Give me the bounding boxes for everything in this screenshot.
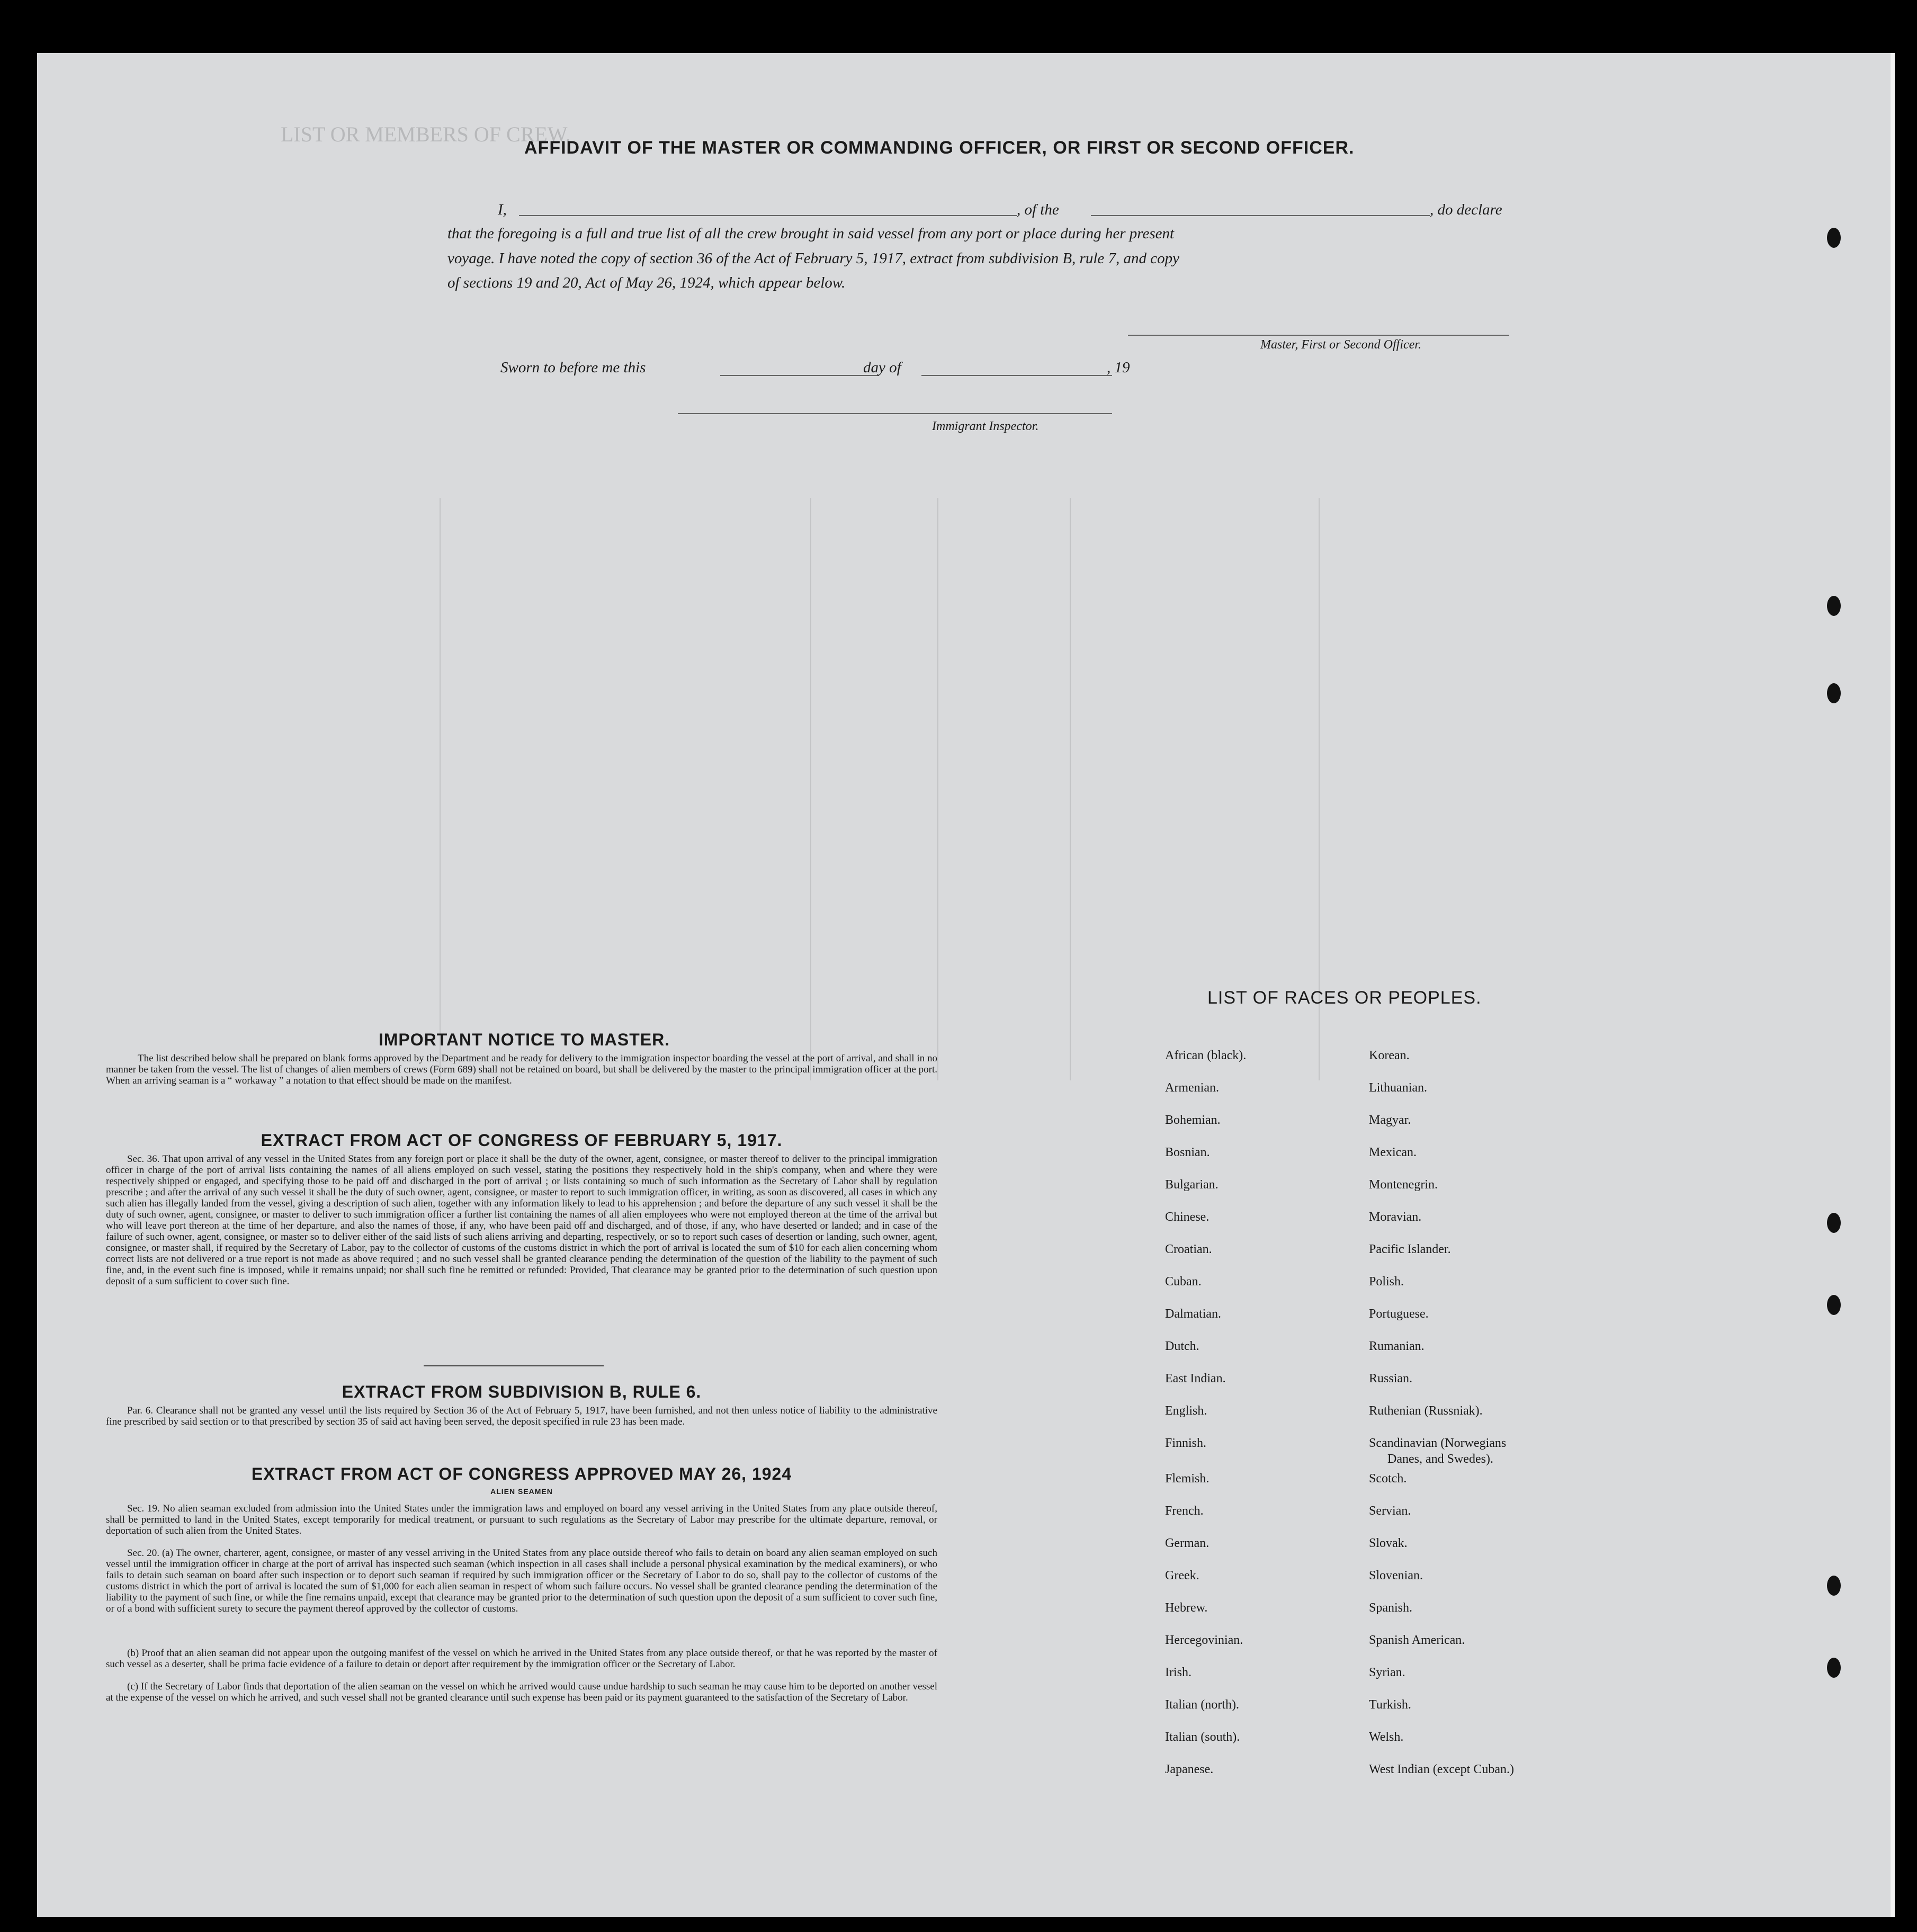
race-item: Greek. — [1165, 1569, 1199, 1582]
race-item: Bulgarian. — [1165, 1178, 1219, 1192]
race-item: Lithuanian. — [1369, 1081, 1427, 1095]
race-item: Spanish American. — [1369, 1633, 1465, 1647]
race-item: West Indian (except Cuban.) — [1369, 1763, 1514, 1776]
race-item: Croatian. — [1165, 1242, 1212, 1256]
race-item: Turkish. — [1369, 1698, 1411, 1712]
race-item: Slovenian. — [1369, 1569, 1423, 1582]
bleed-through-rule — [440, 498, 441, 1080]
race-item: East Indian. — [1165, 1372, 1226, 1385]
race-item: Portuguese. — [1369, 1307, 1429, 1321]
bleed-through-rule — [810, 498, 811, 1080]
affidavit-line-2: that the foregoing is a full and true list of all the crew brought in said vessel from any port or place during her present — [447, 225, 1175, 242]
race-item: French. — [1165, 1504, 1204, 1518]
race-item: Flemish. — [1165, 1472, 1210, 1486]
bleed-through-rule — [1070, 498, 1071, 1080]
race-item: Pacific Islander. — [1369, 1242, 1451, 1256]
extract-1924-subtitle: ALIEN SEAMEN — [490, 1487, 553, 1496]
race-item: Finnish. — [1165, 1436, 1207, 1450]
race-item: Servian. — [1369, 1504, 1411, 1518]
race-item: Russian. — [1369, 1372, 1413, 1385]
vessel-blank — [1091, 215, 1430, 216]
extract-1917-title: EXTRACT FROM ACT OF CONGRESS OF FEBRUARY 5, 1917. — [261, 1131, 783, 1150]
bleed-through-mark: LIST OR MEMBERS OF CREW. — [281, 122, 571, 146]
affidavit-title: AFFIDAVIT OF THE MASTER OR COMMANDING OFFICER, OR FIRST OR SECOND OFFICER. — [524, 138, 1355, 158]
affidavit-line-3: voyage. I have noted the copy of section 36 of the Act of February 5, 1917, extract from subdivision B, rule 7, and copy — [447, 250, 1180, 267]
inspector-label: Immigrant Inspector. — [932, 419, 1039, 433]
race-item: Bohemian. — [1165, 1113, 1221, 1127]
punch-hole-icon — [1827, 228, 1841, 248]
affidavit-line-4: of sections 19 and 20, Act of May 26, 1924, which appear below. — [447, 274, 846, 291]
year-label: , 19 — [1107, 359, 1130, 376]
inspector-line — [678, 413, 1112, 414]
race-item: Spanish. — [1369, 1601, 1413, 1615]
punch-hole-icon — [1827, 1295, 1841, 1315]
month-blank — [921, 375, 1112, 376]
race-item: Magyar. — [1369, 1113, 1411, 1127]
punch-hole-icon — [1827, 1576, 1841, 1596]
punch-hole-icon — [1827, 1658, 1841, 1678]
notice-body: The list described below shall be prepared on blank forms approved by the Department and be ready for delivery to the immigration inspector boarding the vessel at the port of arrival, and shall in no manner be taken from the vessel. The list of changes of alien members of crews (Form 689) shall not be retained on board, but shall be delivered by the master to the principal immigration officer at the port. When an arriving seaman is a “ workaway ” a notation to that effect should be made on the manifest. — [106, 1053, 937, 1086]
race-item: Scotch. — [1369, 1472, 1407, 1486]
bleed-through-rule — [937, 498, 938, 1080]
sec-20c-text: (c) If the Secretary of Labor finds that deportation of the alien seaman on the vessel on which he arrived would cause undue hardship to such seaman he may cause him to be deported on another vessel at the expense of the vessel on which he arrived, and such vessel shall not be granted clearance until such expense has been paid or its payment guaranteed to the satisfaction of the Secretary of Labor. — [106, 1681, 937, 1703]
race-item: Japanese. — [1165, 1763, 1214, 1776]
race-item: African (black). — [1165, 1049, 1247, 1062]
race-item: Italian (south). — [1165, 1730, 1240, 1744]
affidavit-i-label: I, — [498, 201, 507, 218]
race-item: Korean. — [1369, 1049, 1410, 1062]
affidavit-of-the: , of the — [1017, 201, 1059, 218]
race-item: Irish. — [1165, 1666, 1192, 1679]
rule-6-title: EXTRACT FROM SUBDIVISION B, RULE 6. — [342, 1382, 702, 1401]
form-sheet — [37, 53, 1895, 1917]
punch-hole-icon — [1827, 596, 1841, 616]
punch-hole-icon — [1827, 1213, 1841, 1233]
race-item: Scandinavian (Norwegians — [1369, 1436, 1507, 1450]
race-item: Cuban. — [1165, 1275, 1202, 1289]
affidavit-do-declare: , do declare — [1430, 201, 1502, 218]
day-of-label: day of — [863, 359, 901, 376]
name-blank — [519, 215, 1017, 216]
race-item: Polish. — [1369, 1275, 1404, 1289]
race-item: Mexican. — [1369, 1146, 1417, 1159]
signature-label: Master, First or Second Officer. — [1260, 338, 1421, 352]
race-item: German. — [1165, 1536, 1210, 1550]
sec-20a-text: Sec. 20. (a) The owner, charterer, agent, consignee, or master of any vessel arriving in the United States from any place outside thereof who fails to detain on board any alien seaman employed on such vessel until the immigration officer in charge at the port of arrival has inspected such seaman (which inspection in all cases shall include a personal physical examination by the medical examiners), or who fails to detain such seaman on board after such inspection or to deport such seaman if required by such immigration officer or the Secretary of Labor to do so, shall pay to the collector of customs of the customs district in which the port of arrival is located the sum of $1,000 for each alien seaman in respect of whom such failure occurs. No vessel shall be granted clearance pending the determination of the liability to the payment of such fine, or while the fine remains unpaid, except that clearance may be granted prior to the determination of such question upon the deposit of a sum sufficient to cover such fine, or of a bond with sufficient surety to secure the payment thereof approved by the collector of customs. — [106, 1548, 937, 1614]
punch-hole-icon — [1827, 683, 1841, 703]
notice-title: IMPORTANT NOTICE TO MASTER. — [378, 1030, 670, 1049]
race-item: Rumanian. — [1369, 1339, 1425, 1353]
race-item: Danes, and Swedes). — [1387, 1452, 1493, 1466]
race-item: Dutch. — [1165, 1339, 1199, 1353]
sec-19-text: Sec. 19. No alien seaman excluded from admission into the United States under the immigration laws and employed on board any vessel arriving in the United States from any place outside thereof, shall be permitted to land in the United States, except temporarily for medical treatment, or pursuant to such regulations as the Secretary of Labor may prescribe for the ultimate departure, removal, or deportation of such alien from the United States. — [106, 1503, 937, 1536]
race-item: Chinese. — [1165, 1210, 1210, 1224]
race-item: Ruthenian (Russniak). — [1369, 1404, 1483, 1418]
extract-1917-body: Sec. 36. That upon arrival of any vessel in the United States from any foreign port or place it shall be the duty of the owner, agent, consignee, or master thereof to deliver to the principal immigration officer in charge of the port of arrival lists containing the names of all aliens employed on such vessel, stating the positions they respectively hold in the ship's company, when and where they were respectively shipped or engaged, and specifying those to be paid off and discharged in the port of arrival ; or lists containing so much of such information as the Secretary of Labor shall by regulation prescribe ; and after the arrival of any such vessel it shall be the duty of such owner, agent, consignee, or master to report to such immigration officer, in writing, as soon as discovered, all cases in which any such alien has illegally landed from the vessel, giving a description of such alien, together with any information likely to lead to his apprehension ; and before the departure of any such vessel it shall be the duty of such owner, agent, consignee, or master to deliver to such immigration officer a further list containing the names of all alien employees who were not employed thereon at the time of the arrival but who will leave port thereon at the time of her departure, and also the names of those, if any, who have been paid off and discharged, and of those, if any, who have deserted or landed; and in case of the failure of such owner, agent, consignee, or master so to deliver either of the said lists of such aliens arriving and departing, respectively, or so to report such cases of desertion or landing, such owner, agent, consignee, or master shall, if required by the Secretary of Labor, pay to the collector of customs of the customs district in which the port of arrival is located the sum of $10 for each alien concerning whom correct lists are not delivered or a true report is not made as above required ; and no such vessel shall be granted clearance pending the determination of the question of the liability to the payment of such fine, and, in the event such fine is imposed, while it remains unpaid; nor shall such fine be remitted or refunded: Provided, That clearance may be granted prior to the determination of such question upon deposit of a sum sufficient to cover such fine. — [106, 1153, 937, 1287]
race-item: Slovak. — [1369, 1536, 1408, 1550]
sworn-day-blank — [720, 375, 879, 376]
section-divider — [424, 1365, 604, 1366]
race-item: Italian (north). — [1165, 1698, 1239, 1712]
race-item: Hercegovinian. — [1165, 1633, 1243, 1647]
race-item: English. — [1165, 1404, 1207, 1418]
race-item: Montenegrin. — [1369, 1178, 1438, 1192]
race-item: Moravian. — [1369, 1210, 1422, 1224]
race-item: Hebrew. — [1165, 1601, 1208, 1615]
races-title: LIST OF RACES OR PEOPLES. — [1207, 988, 1482, 1008]
race-item: Welsh. — [1369, 1730, 1404, 1744]
race-item: Armenian. — [1165, 1081, 1219, 1095]
signature-line — [1128, 335, 1509, 336]
rule-6-body: Par. 6. Clearance shall not be granted any vessel until the lists required by Section 36 of the Act of February 5, 1917, have been furnished, and not then unless notice of liability to the administrative fine prescribed by said section or to that prescribed by section 35 of said act having been served, the deposit specified in rule 23 has been made. — [106, 1405, 937, 1427]
race-item: Bosnian. — [1165, 1146, 1210, 1159]
sec-20b-text: (b) Proof that an alien seaman did not appear upon the outgoing manifest of the vessel on which he arrived in the United States from any place outside thereof, or that he was reported by the master of such vessel as a deserter, shall be prima facie evidence of a failure to detain or deport after requirement by the immigration officer or the Secretary of Labor. — [106, 1648, 937, 1670]
sworn-label: Sworn to before me this — [500, 359, 646, 376]
extract-1924-title: EXTRACT FROM ACT OF CONGRESS APPROVED MAY 26, 1924 — [251, 1464, 792, 1483]
race-item: Dalmatian. — [1165, 1307, 1221, 1321]
race-item: Syrian. — [1369, 1666, 1405, 1679]
